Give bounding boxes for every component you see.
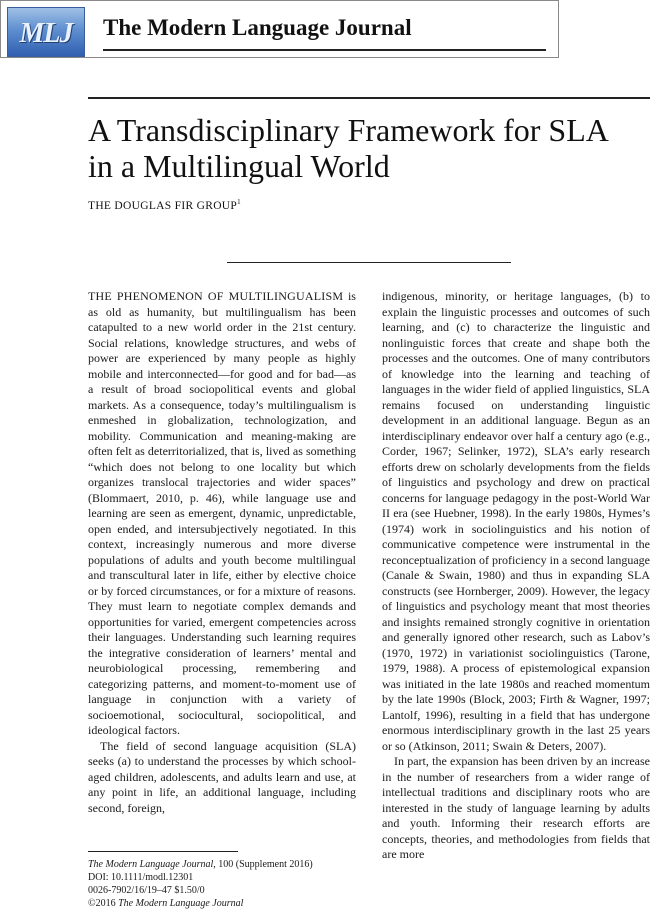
paragraph-text: is as old as humanity, but multilingualism has been catapulted to a new world order in the 21st century. Social relations, knowledge structures, and webs of power are experienced by many people as highly mobile and interconnected—for good and for bad—as a result of broad sociopolitical events and global markets. As a consequence, today’s multilingualism is enmeshed in globalization, technologization, and mobility. Communication and meaning-making are often felt as deterritorialized, that is, lived as something “which does not belong to one locality but which organizes translocal trajectories and wider spaces” (Blommaert, 2010, p. 46), while language use and learning are seen as emergent, dynamic, unpredictable, open ended, and intersubjectively negotiated. In this context, increasingly numerous and more diverse populations of adults and youth become multilingual and transcultural later in life, either by elective choice or by forced circumstances, or for a mixture of reasons. They must learn to negotiate complex demands and opportunities for varied, emergent competencies across their languages. Understanding such learning requires the integrative consideration of learners’ mental and neurobiological processing, remembering and categorizing patterns, and moment-to-moment use of language in conjunction with a variety of socioemotional, sociocultural, sociopolitical, and ideological factors. [88, 289, 356, 737]
author-name: THE DOUGLAS FIR GROUP [88, 199, 238, 212]
journal-logo [7, 7, 85, 57]
body-column-right [382, 289, 650, 922]
footnote-journal-title: The Modern Language Journal [88, 859, 214, 870]
author-line [88, 198, 241, 212]
copyright-journal: The Modern Language Journal [118, 898, 244, 909]
body-column-left [88, 289, 356, 837]
abstract-divider [227, 262, 511, 263]
paragraph [88, 289, 356, 739]
journal-name: The Modern Language Journal [103, 15, 412, 40]
footnote-volume: , 100 (Supplement 2016) [213, 859, 313, 870]
author-footnote-marker: 1 [237, 198, 241, 206]
journal-header [0, 0, 559, 58]
publication-footnote [88, 858, 356, 910]
header-divider [103, 49, 546, 51]
footnote-issn: 0026-7902/16/19–47 $1.50/0 [88, 885, 205, 896]
footnote-journal-line [88, 858, 356, 871]
copyright-prefix: ©2016 [88, 898, 119, 909]
paragraph: indigenous, minority, or heritage languages, (b) to explain the linguistic processes and outcomes of such learning, and (c) to characterize the linguistic and nonlinguistic forces that create and shape both the processes and the outcomes. One of many contributors of knowledge into the learning and teaching of languages in the wider field of applied linguistics, SLA remains focused on understanding linguistic development in an additional language. Begun as an interdisciplinary endeavor over half a century ago (e.g., Corder, 1967; Selinker, 1972), SLA’s early research efforts drew on scholarly developments from the fields of linguistics and psychology and drew on practical concerns for language pedagogy in the post-World War II era (see Huebner, 1998). In the early 1980s, Hymes’s (1974) work in sociolinguistics and his notion of communicative competence were instrumental in the reconceptualization of proficiency in a second language (Canale & Swain, 1980) and thus in expanding SLA constructs (see Hornberger, 2009). However, the legacy of linguistics and psychology meant that most theories and insights remained strongly cognitive in orientation and generally ignored other research, such as Labov’s (1970, 1972) in variationist sociolinguistics (Tarone, 1979, 1988). A process of epistemological expansion was initiated in the late 1980s and reached momentum by the late 1990s (Block, 2003; Firth & Wagner, 1997; Lantolf, 1996), resulting in a field that has undergone enormous interdisciplinary growth in the last 25 years or so (Atkinson, 2011; Swain & Deters, 2007). [382, 289, 650, 753]
article-title: A Transdisciplinary Framework for SLA in a Multilingual World [88, 112, 608, 184]
footnote-copyright [88, 897, 356, 910]
title-top-divider [88, 97, 650, 99]
footnote-divider [88, 851, 238, 852]
paragraph: In part, the expansion has been driven by an increase in the number of researchers from a wider range of intellectual traditions and disciplinary roots who are interested in the study of language learning by adults and youth. Informing their research efforts are concepts, theories, and methodologies from fields that are more [382, 754, 650, 861]
logo-text: MLJ [19, 18, 73, 49]
lead-in-caps: THE PHENOMENON OF MULTILINGUALISM [88, 289, 344, 303]
footnote-doi: DOI: 10.1111/modl.12301 [88, 872, 194, 883]
paragraph: The field of second language acquisition (SLA) seeks (a) to understand the processes by which school-aged children, adolescents, and adults learn and use, at any point in life, an additional language, including second, foreign, [88, 738, 356, 815]
